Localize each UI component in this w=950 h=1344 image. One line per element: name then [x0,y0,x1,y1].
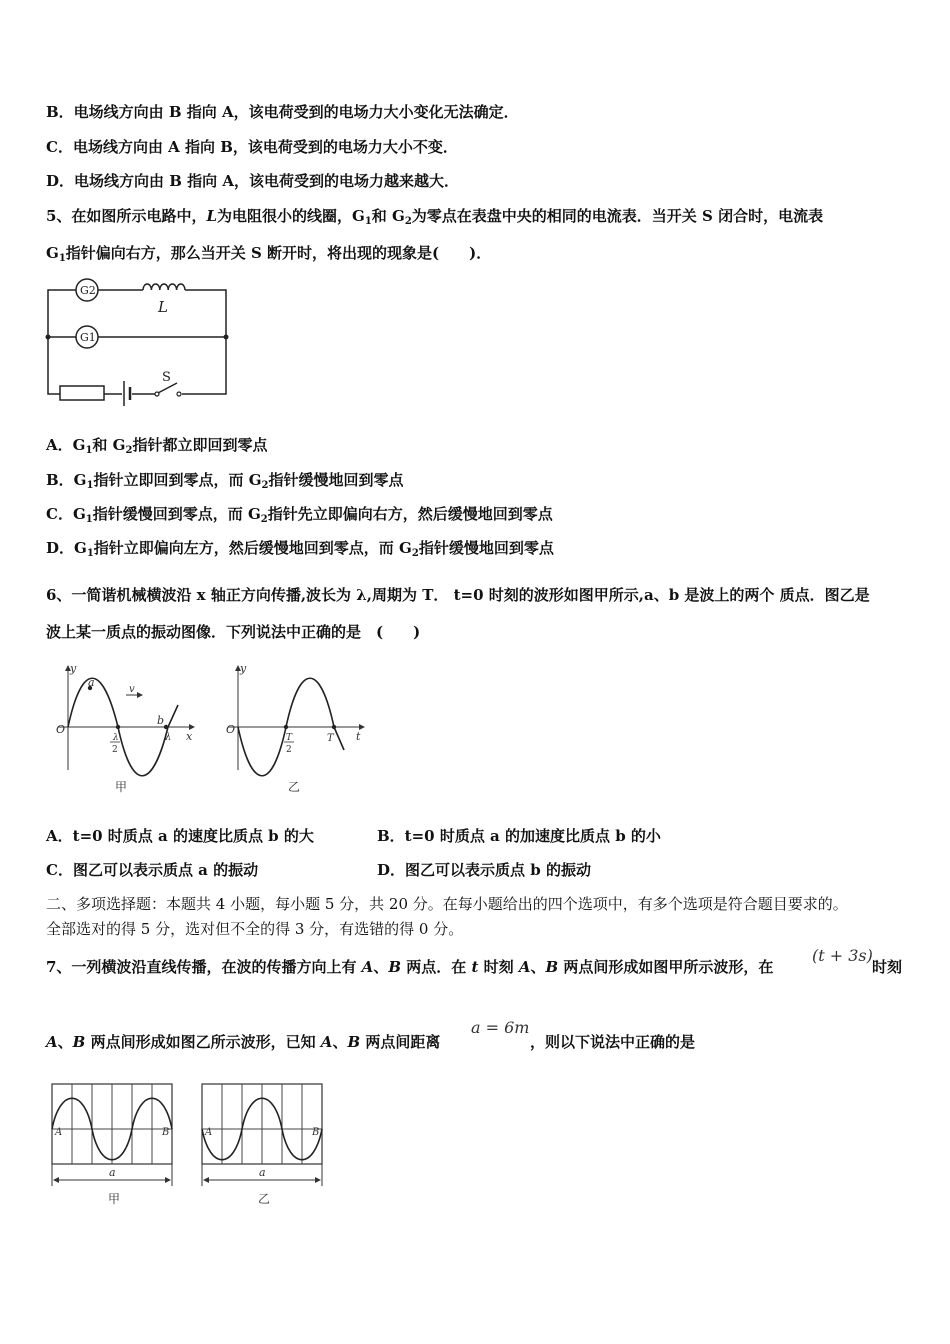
lambda-label: λ [165,732,172,743]
q7-time-expression: (t + 3s) [812,946,873,965]
x-axis-label: x [186,730,193,743]
q7-stem-line1-end: 时刻 [872,958,903,976]
g1-label: G1 [80,331,96,344]
point-b-label: B [162,1127,170,1138]
half-lambda-num: λ [113,733,119,743]
caption-yi: 乙 [288,780,301,794]
caption-yi: 乙 [258,1192,271,1206]
a-label: a [88,676,95,689]
resistor [60,386,104,400]
caption-jia: 甲 [115,780,128,794]
q7-distance-expression: a = 6m [471,1018,530,1037]
coil-label: L [158,298,168,316]
q5-option-c: C．$G_1$指针缓慢回到零点，而 $G_2$指针先立即偏向右方，然后缓慢地回到零点 [46,505,553,525]
q5-stem-line1: 5、在如图所示电路中，L为电阻很小的线圈，$G_1$和 $G_2$为零点在表盘中央的相同的电流表．当开关 S 闭合时，电流表 [46,207,824,227]
g2-label: G2 [80,284,96,297]
q5-circuit-diagram [40,272,240,407]
origin-label: O [56,723,66,736]
y-axis-label: y [70,662,77,675]
point-b-label: B [312,1127,320,1138]
distance-label: a [109,1166,116,1179]
half-period-den: 2 [286,745,292,755]
q7-stem-line2: A、B 两点间形成如图乙所示波形，已知 A、B 两点间距离 [46,1033,441,1051]
half-period-num: T [286,733,293,743]
q5-option-b: B．$G_1$指针立即回到零点，而 $G_2$指针缓慢地回到零点 [46,471,404,491]
q6-vibration-graph-yi [222,660,372,800]
point-a-label: A [205,1127,213,1138]
t-axis-label: t [356,730,361,743]
q5-option-a: A．$G_1$和 $G_2$指针都立即回到零点 [46,436,268,456]
q7-stem-line2-end: ，则以下说法中正确的是 [530,1033,696,1051]
section2-intro-line1: 二、多项选择题：本题共 4 小题，每小题 5 分，共 20 分。在每小题给出的四个选项中，有多个选项是符合题目要求的。 [46,895,848,913]
q7-stem-line1: 7、一列横波沿直线传播，在波的传播方向上有 A、B 两点．在 t 时刻 A、B 两点间形成如图甲所示波形，在 [46,958,774,976]
q5-option-d: D．$G_1$指针立即偏向左方，然后缓慢地回到零点，而 $G_2$指针缓慢地回到零点 [46,539,554,559]
v-label: v [129,684,135,695]
q6-stem-line2: 波上某一质点的振动图像．下列说法中正确的是 ( ) [46,623,421,641]
q4-option-c: C．电场线方向由 A 指向 B，该电荷受到的电场力大小不变． [46,138,458,156]
q6-option-b: B．t=0 时质点 a 的加速度比质点 b 的小 [377,827,661,845]
q6-option-c: C．图乙可以表示质点 a 的振动 [46,861,259,879]
q5-stem-line2: $G_1$指针偏向右方，那么当开关 S 断开时，将出现的现象是( )． [46,244,492,264]
q7-waveform-yi [198,1080,328,1210]
origin-label: O [226,723,236,736]
q6-option-d: D．图乙可以表示质点 b 的振动 [377,861,591,879]
distance-label: a [259,1166,266,1179]
q6-wave-graph-jia [52,660,202,800]
point-a-label: A [55,1127,63,1138]
half-lambda-den: 2 [112,745,118,755]
q6-option-a: A．t=0 时质点 a 的速度比质点 b 的大 [46,827,314,845]
switch-label: S [162,370,171,385]
caption-jia: 甲 [108,1192,121,1206]
q7-waveform-jia [48,1080,178,1210]
q4-option-b: B．电场线方向由 B 指向 A，该电荷受到的电场力大小变化无法确定． [46,103,519,121]
y-axis-label: y [240,662,247,675]
section2-intro-line2: 全部选对的得 5 分，选对但不全的得 3 分，有选错的得 0 分。 [46,920,464,938]
b-label: b [157,714,165,727]
q4-option-d: D．电场线方向由 B 指向 A，该电荷受到的电场力越来越大． [46,172,459,190]
q6-stem-line1: 6、一简谐机械横波沿 x 轴正方向传播,波长为 λ,周期为 T． t=0 时刻的波形如图甲所示,a、b 是波上的两个 质点．图乙是 [46,586,870,604]
period-label: T [327,733,334,744]
point-b [164,725,168,729]
